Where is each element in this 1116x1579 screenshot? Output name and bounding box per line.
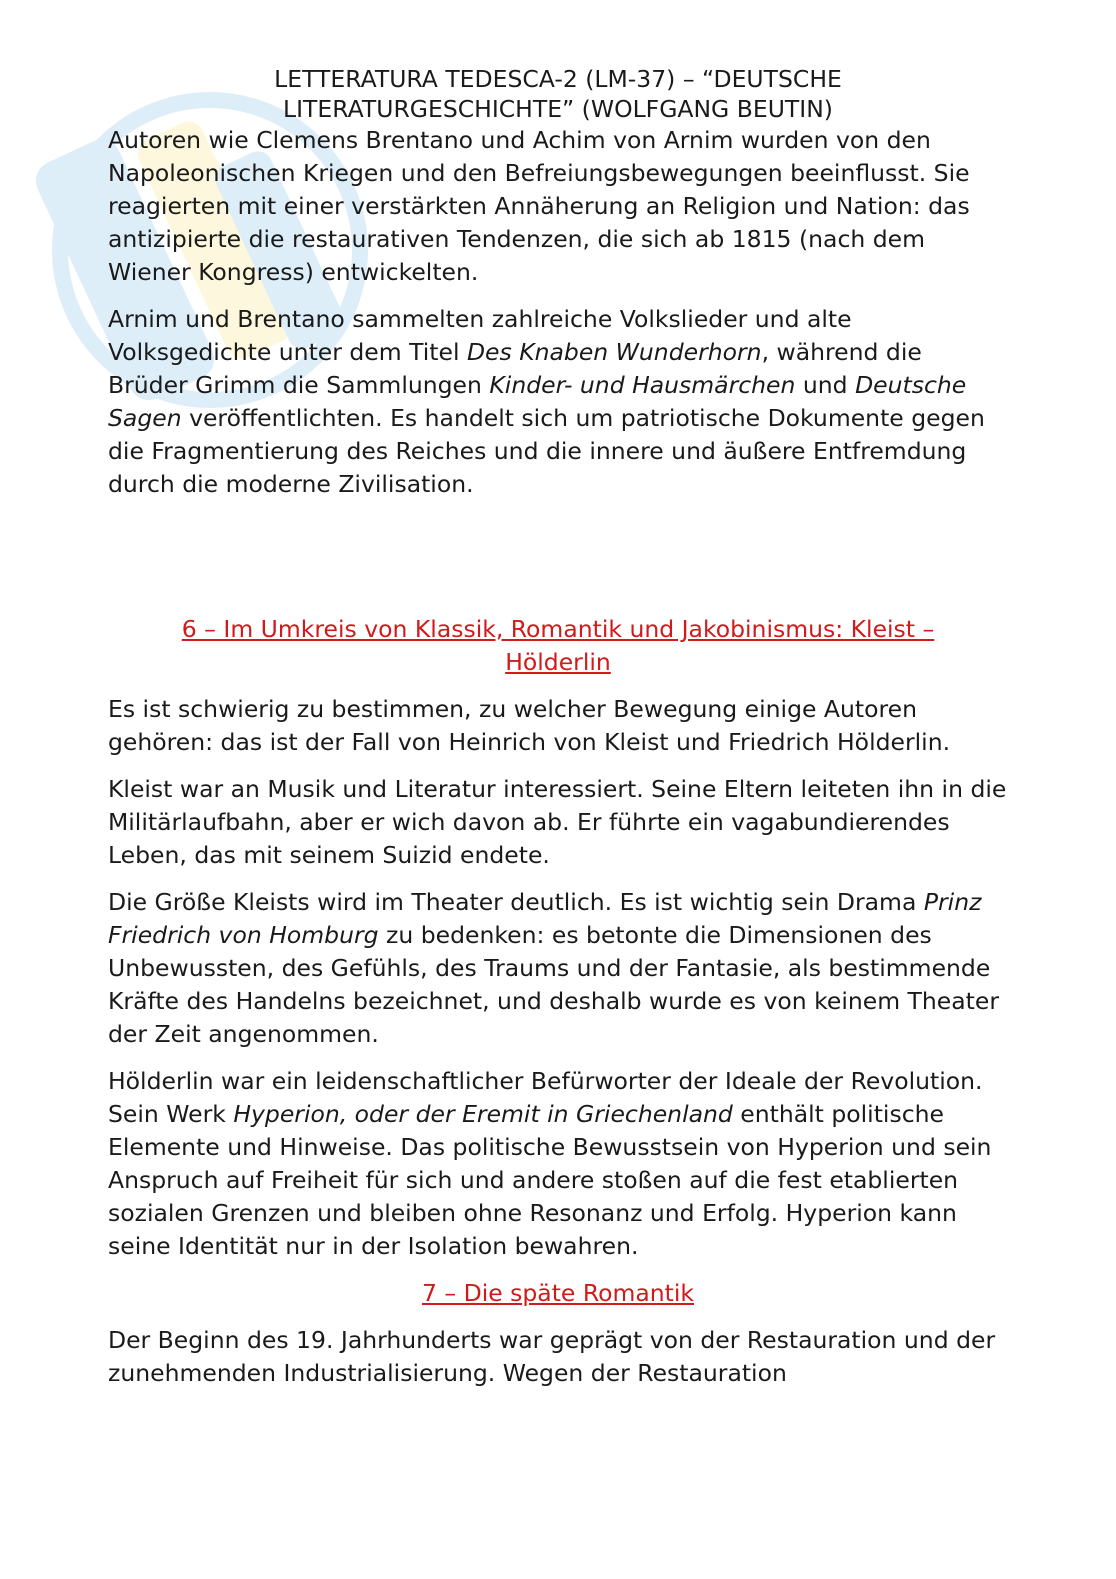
title-des-knaben-wunderhorn: Des Knaben Wunderhorn: [466, 338, 762, 366]
document-page: [108, 64, 1008, 1404]
title-kinder-und-hausmaerchen: Kinder- und Hausmärchen: [489, 371, 796, 399]
title-hyperion: Hyperion, oder der Eremit in Griechenland: [233, 1100, 733, 1128]
document-title: [108, 64, 1008, 124]
paragraph-4: Kleist war an Musik und Literatur interessiert. Seine Eltern leiteten ihn in die Militärlaufbahn, aber er wich davon ab. Er führte ein vagabundierendes Leben, das mit seinem Suizid endete.: [108, 775, 1007, 869]
paragraph-3: Es ist schwierig zu bestimmen, zu welcher Bewegung einige Autoren gehören: das ist der Fall von Heinrich von Kleist und Friedrich Hölderlin.: [108, 695, 951, 756]
paragraph-6: Hölderlin war ein leidenschaftlicher Befürworter der Ideale der Revolution. Sein Werk Hyperion, oder der Eremit in Griechenland enthält politische Elemente und Hinweise. Das politische Bewusstsein von Hyperion und sein Anspruch auf Freiheit für sich und andere stoßen auf die fest etablierten sozialen Grenzen und bleiben ohne Resonanz und Erfolg. Hyperion kann seine Identität nur in der Isolation bewahren.: [108, 1067, 992, 1260]
title-line-1: LETTERATURA TEDESCA-2 (LM-37) – “DEUTSCHE: [274, 65, 842, 93]
section-heading-6: 6 – Im Umkreis von Klassik, Romantik und Jakobinismus: Kleist – Hölderlin: [181, 615, 935, 676]
paragraph-7: Der Beginn des 19. Jahrhunderts war geprägt von der Restauration und der zunehmenden Industrialisierung. Wegen der Restauration: [108, 1326, 996, 1387]
title-prinz-friedrich-von-homburg: Prinz Friedrich von Homburg: [108, 888, 982, 949]
paragraph-2: Arnim und Brentano sammelten zahlreiche Volkslieder und alte Volksgedichte unter dem Titel Des Knaben Wunderhorn, während die Brüder Grimm die Sammlungen Kinder- und Hausmärchen und Deutsche Sagen veröffentlichten. Es handelt sich um patriotische Dokumente gegen die Fragmentierung des Reiches und die innere und äußere Entfremdung durch die moderne Zivilisation.: [108, 305, 985, 498]
paragraph-5: Die Größe Kleists wird im Theater deutlich. Es ist wichtig sein Drama Prinz Friedrich von Homburg zu bedenken: es betonte die Dimensionen des Unbewussten, des Gefühls, des Traums und der Fantasie, als bestimmende Kräfte des Handelns bezeichnet, und deshalb wurde es von keinem Theater der Zeit angenommen.: [108, 888, 1000, 1048]
section-heading-7: 7 – Die späte Romantik: [421, 1279, 695, 1307]
section-spacer: [108, 515, 1008, 613]
title-line-2: LITERATURGESCHICHTE” (WOLFGANG BEUTIN): [283, 95, 833, 123]
title-deutsche-sagen: Deutsche Sagen: [108, 371, 967, 432]
paragraph-1: Autoren wie Clemens Brentano und Achim von Arnim wurden von den Napoleonischen Kriegen und den Befreiungsbewegungen beeinflusst. Sie reagierten mit einer verstärkten Annäherung an Religion und Nation: das antizipierte die restaurativen Tendenzen, die sich ab 1815 (nach dem Wiener Kongress) entwickelten.: [108, 126, 970, 286]
